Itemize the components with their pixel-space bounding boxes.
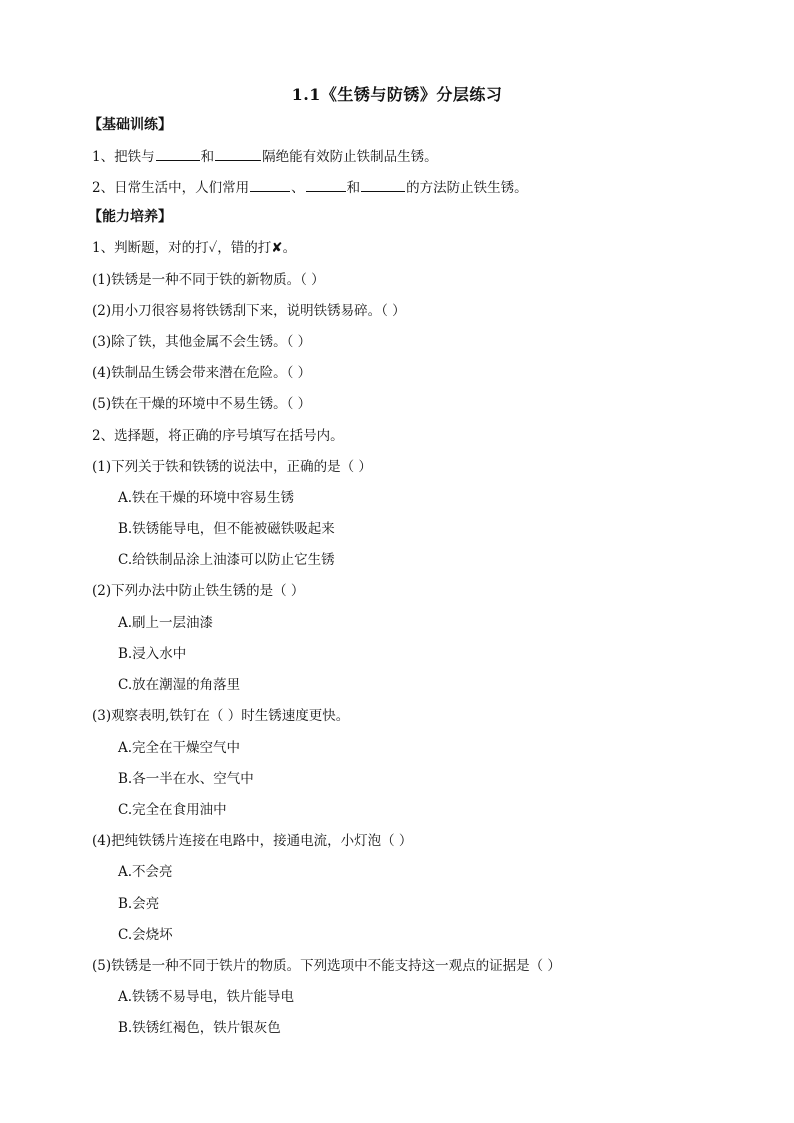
fill-q2-text-4: 的方法防止铁生锈。: [406, 180, 528, 196]
fill-q2-text-1: 2、日常生活中，人们常用: [92, 180, 250, 196]
choice-option: B.各一半在水、空气中: [118, 771, 254, 787]
judge-intro: 1、判断题，对的打✓，错的打✘。: [92, 240, 297, 256]
choice-option: C.放在潮湿的角落里: [118, 677, 241, 693]
choice-intro: 2、选择题，将正确的序号填写在括号内。: [92, 428, 344, 444]
fill-q2-text-3: 和: [346, 180, 361, 196]
choice-option: A.刷上一层油漆: [118, 615, 214, 631]
page-title: 1.1《生锈与防锈》分层练习: [291, 85, 503, 104]
judge-item-2: (2)用小刀很容易将铁锈刮下来，说明铁锈易碎。（ ）: [92, 303, 406, 319]
choice-question-3: (3)观察表明,铁钉在（ ）时生锈速度更快。: [92, 708, 350, 724]
choice-option: B.会亮: [118, 896, 160, 912]
choice-question-1: (1)下列关于铁和铁锈的说法中，正确的是（ ）: [92, 459, 372, 475]
judge-item-1: (1)铁锈是一种不同于铁的新物质。（ ）: [92, 272, 325, 288]
choice-option: A.不会亮: [118, 864, 173, 880]
answer-blank[interactable]: [250, 177, 290, 192]
judge-item-3: (3)除了铁，其他金属不会生锈。（ ）: [92, 334, 312, 350]
choice-question-4: (4)把纯铁锈片连接在电路中，接通电流，小灯泡（ ）: [92, 833, 413, 849]
choice-question-2: (2)下列办法中防止铁生锈的是（ ）: [92, 583, 305, 599]
choice-option: A.完全在干燥空气中: [118, 740, 241, 756]
choice-option: B.浸入水中: [118, 646, 187, 662]
section-basic-heading: 【基础训练】: [88, 117, 172, 133]
fill-q2-text-2: 、: [291, 180, 305, 196]
section-ability-heading: 【能力培养】: [88, 209, 172, 225]
fill-q1-text-3: 隔绝能有效防止铁制品生锈。: [262, 149, 438, 165]
answer-blank[interactable]: [156, 146, 200, 161]
choice-option: B.铁锈能导电，但不能被磁铁吸起来: [118, 521, 335, 537]
answer-blank[interactable]: [306, 177, 346, 192]
answer-blank[interactable]: [215, 146, 261, 161]
fill-question-1: [92, 146, 438, 166]
fill-question-2: [92, 177, 528, 197]
judge-item-5: (5)铁在干燥的环境中不易生锈。（ ）: [92, 396, 312, 412]
choice-option: C.给铁制品涂上油漆可以防止它生锈: [118, 552, 335, 568]
fill-q1-text-1: 1、把铁与: [92, 149, 155, 165]
choice-option: C.会烧坏: [118, 927, 173, 943]
judge-item-4: (4)铁制品生锈会带来潜在危险。（ ）: [92, 365, 312, 381]
choice-question-5: (5)铁锈是一种不同于铁片的物质。下列选项中不能支持这一观点的证据是（ ）: [92, 958, 561, 974]
choice-option: A.铁在干燥的环境中容易生锈: [118, 490, 295, 506]
answer-blank[interactable]: [361, 177, 405, 192]
choice-option: A.铁锈不易导电，铁片能导电: [118, 989, 295, 1005]
choice-option: C.完全在食用油中: [118, 802, 227, 818]
choice-option: B.铁锈红褐色，铁片银灰色: [118, 1020, 281, 1036]
fill-q1-text-2: 和: [200, 149, 215, 165]
